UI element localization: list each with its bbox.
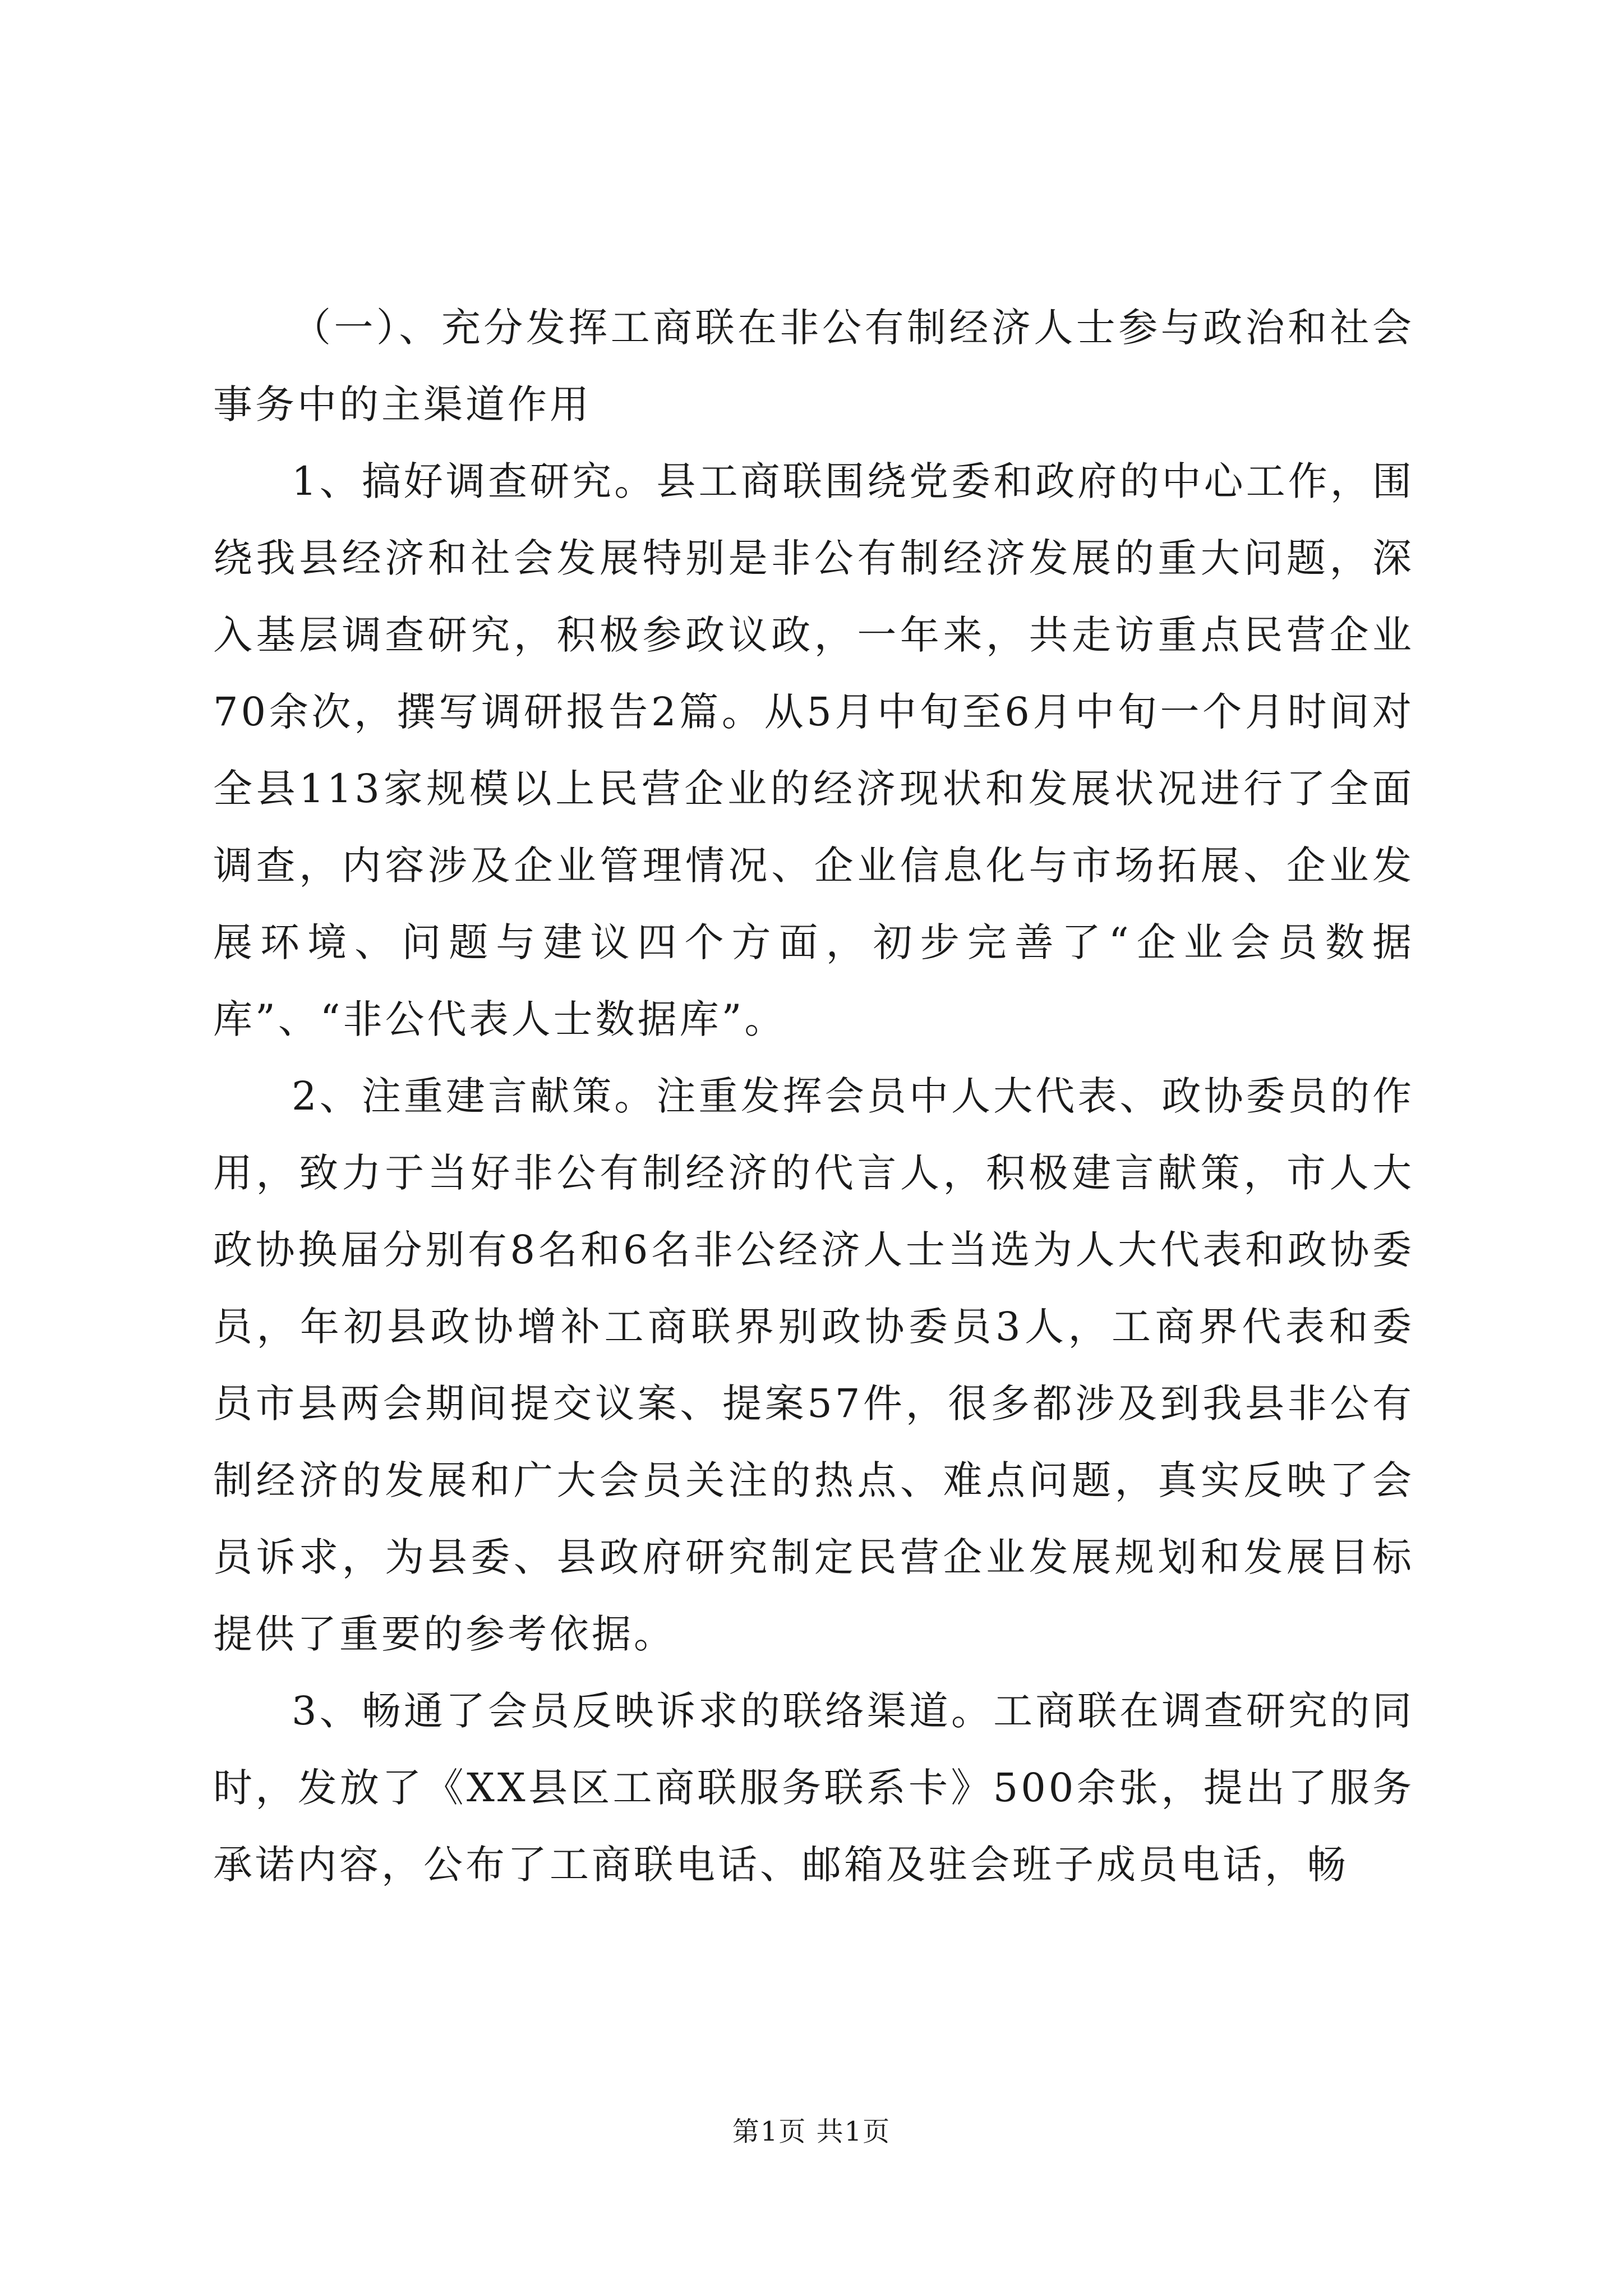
document-body xyxy=(213,289,1414,1903)
paragraph-research: 1、搞好调查研究。县工商联围绕党委和政府的中心工作，围绕我县经济和社会发展特别是非公有制经济发展的重大问题，深入基层调查研究，积极参政议政，一年来，共走访重点民营企业70余次，撰写调研报告2篇。从5月中旬至6月中旬一个月时间对全县113家规模以上民营企业的经济现状和发展状况进行了全面调查，内容涉及企业管理情况、企业信息化与市场拓展、企业发展环境、问题与建议四个方面，初步完善了“企业会员数据库”、“非公代表人士数据库”。 xyxy=(213,458,1414,1042)
paragraph-suggestions: 2、注重建言献策。注重发挥会员中人大代表、政协委员的作用，致力于当好非公有制经济的代言人，积极建言献策，市人大政协换届分别有8名和6名非公经济人士当选为人大代表和政协委员，年初县政协增补工商联界别政协委员3人，工商界代表和委员市县两会期间提交议案、提案57件，很多都涉及到我县非公有制经济的发展和广大会员关注的热点、难点问题，真实反映了会员诉求，为县委、县政府研究制定民营企业发展规划和发展目标提供了重要的参考依据。 xyxy=(213,1073,1414,1657)
page-number-footer: 第1页 共1页 xyxy=(732,2116,891,2147)
paragraph-channels: 3、畅通了会员反映诉求的联络渠道。工商联在调查研究的同时，发放了《XX县区工商联服务联系卡》500余张，提出了服务承诺内容，公布了工商联电话、邮箱及驻会班子成员电话，畅 xyxy=(213,1688,1414,1888)
section-heading: （一）、充分发挥工商联在非公有制经济人士参与政治和社会事务中的主渠道作用 xyxy=(213,305,1414,427)
